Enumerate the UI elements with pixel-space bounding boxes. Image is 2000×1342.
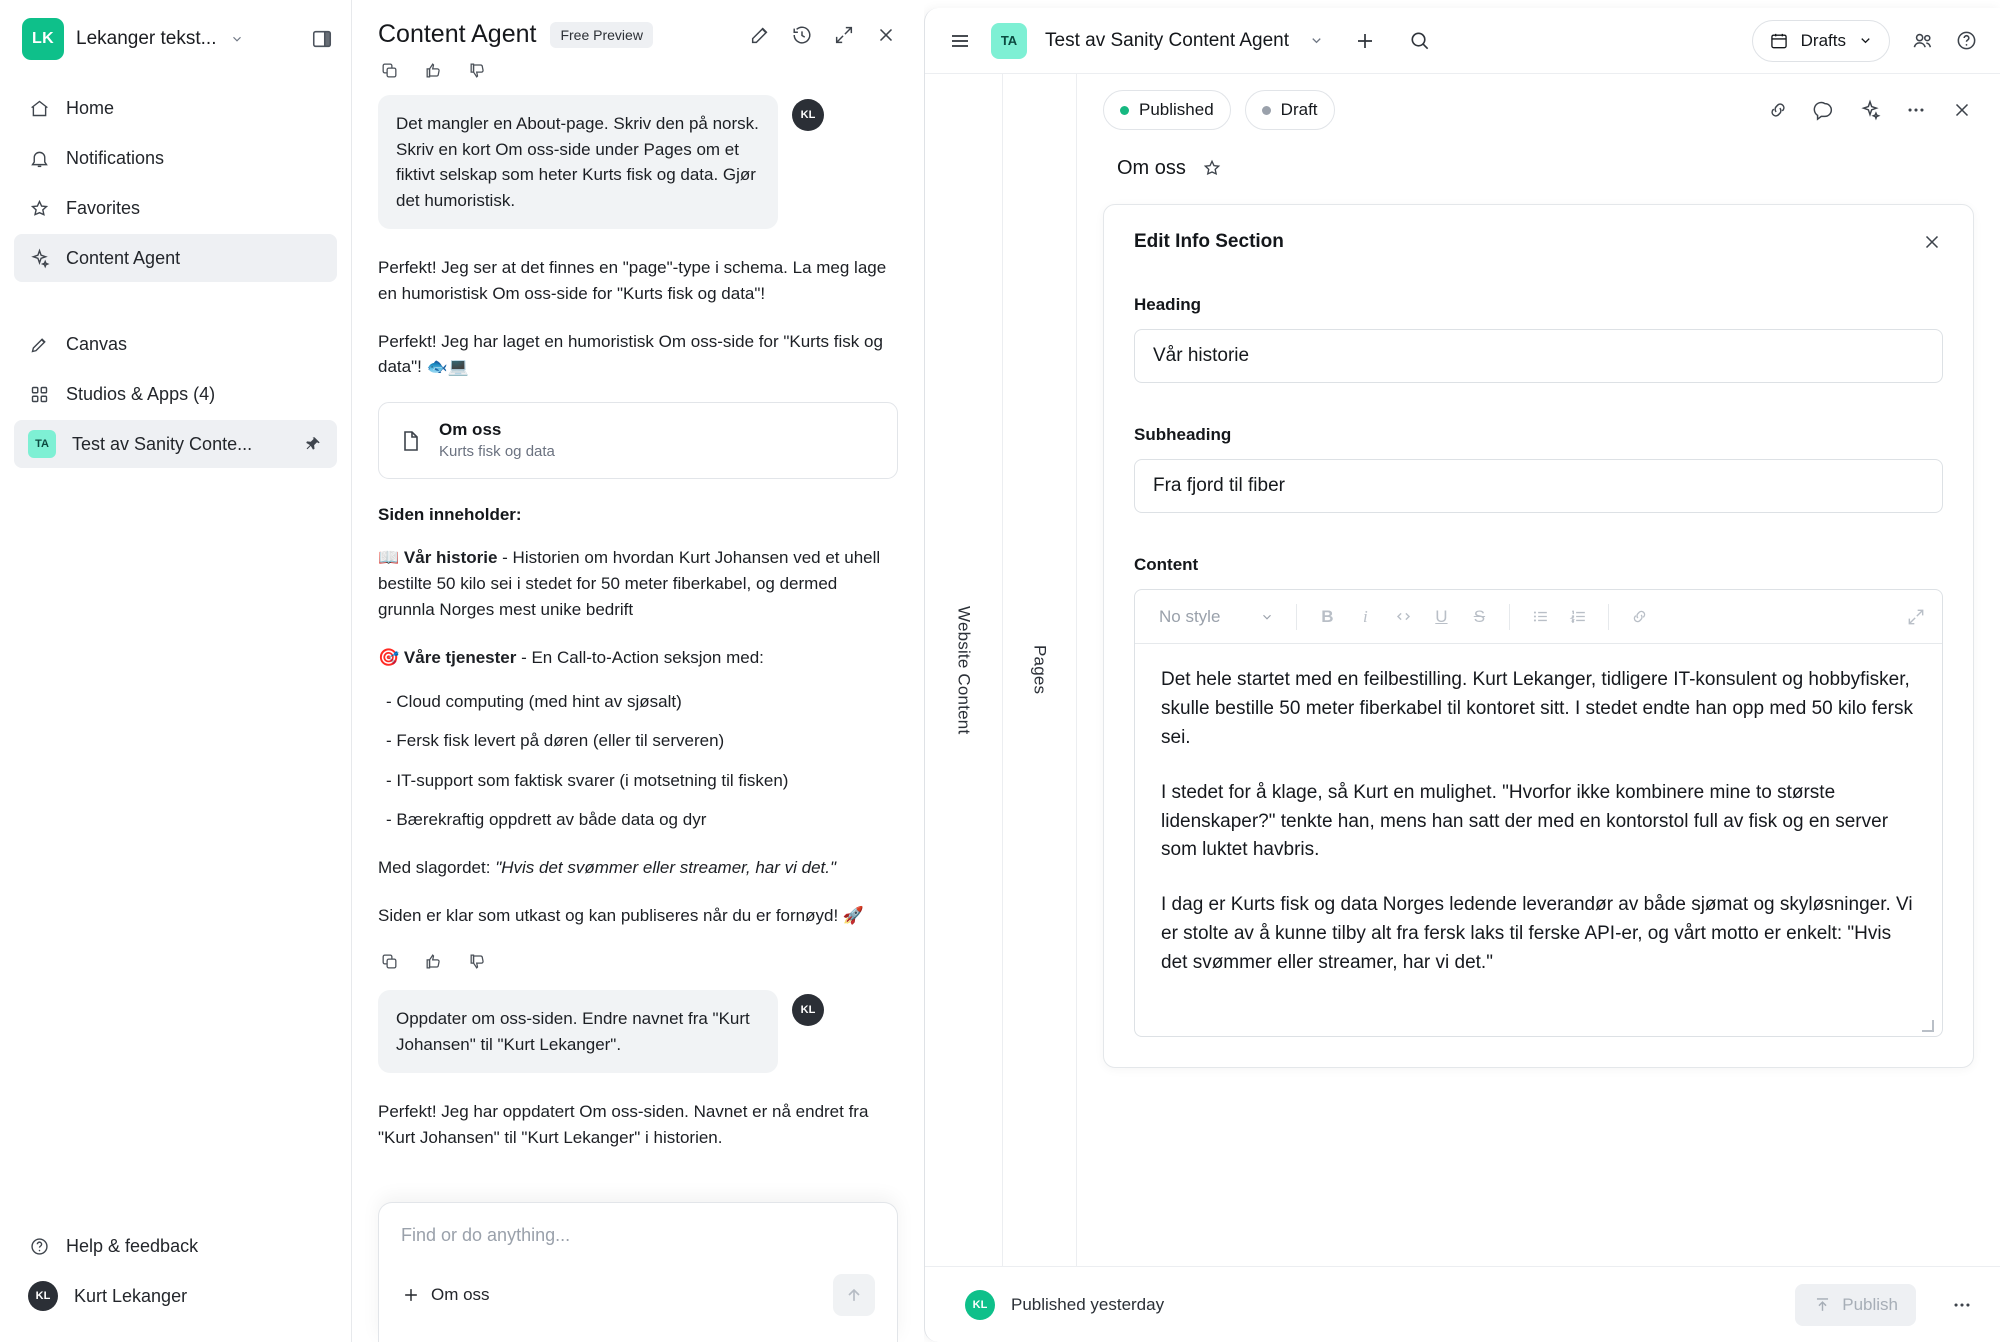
rail-label-website-content: Website Content [954, 605, 974, 735]
thumbs-up-icon[interactable] [422, 950, 444, 972]
heading-input[interactable] [1134, 329, 1943, 383]
rich-text-editor [1134, 589, 1943, 1037]
link-icon[interactable] [1766, 98, 1790, 122]
hamburger-icon[interactable] [947, 28, 973, 54]
sidebar-item-content-agent[interactable] [14, 234, 337, 282]
status-dot-published [1120, 106, 1129, 115]
copy-icon[interactable] [378, 63, 400, 81]
agent-header-actions [748, 23, 898, 47]
more-icon[interactable] [1950, 1293, 1974, 1317]
editor-paragraph: I dag er Kurts fisk og data Norges ledende leverandør av både sjømat og skyløsninger. Vi er stolte av å kunne tilby alt fra fersk laks til ferske API-er, og vårt motto er enkelt: "Hvis det svømmer eller streamer, har vi det." [1161, 894, 1913, 973]
bullet-rest: - Historien om hvordan Kurt Johansen ved et uhell bestilte 50 kilo sei i stedet for 50 meter fiberkabel, og dermed grunnla Norges mest unike bedrift [378, 548, 881, 620]
bell-icon [28, 147, 50, 169]
avatar: KL [792, 99, 824, 131]
bullet-list-icon[interactable] [1522, 599, 1558, 635]
emoji-book: 📖 [378, 548, 400, 568]
rail-label-pages: Pages [1030, 645, 1050, 695]
editor-toolbar [1135, 590, 1942, 644]
studio-window [924, 8, 2000, 1342]
left-sidebar [0, 0, 352, 1342]
content-agent-panel [352, 0, 924, 1342]
editor-paragraph: I stedet for å klage, så Kurt en mulighet. "Hvorfor ikke kombinere mine to største lidenskaper?" tenkte han, mens han satt der med en kontorstol full av fisk og en server som luktet havbris. [1161, 781, 1889, 861]
list-item: - IT-support som faktisk svarer (i motsetning til fisken) [386, 770, 789, 790]
style-select[interactable] [1147, 599, 1284, 635]
list-item: - Cloud computing (med hint av sjøsalt) [386, 691, 682, 711]
project-badge: TA [28, 430, 56, 458]
status-dot-draft [1262, 106, 1271, 115]
document-title-row [1077, 142, 2000, 186]
close-icon[interactable] [1921, 231, 1943, 253]
workspace-name: Lekanger tekst... [76, 28, 217, 49]
sidebar-footer [0, 1212, 351, 1342]
sidebar-item-label: Content Agent [66, 247, 181, 268]
card-subtitle: Kurts fisk og data [439, 443, 555, 461]
nav-divider [14, 284, 337, 318]
publish-label: Publish [1842, 1294, 1898, 1314]
field-label-heading: Heading [1134, 295, 1202, 314]
toolbar-divider [1296, 604, 1297, 630]
dialog-header [1134, 231, 1943, 253]
status-label: Draft [1280, 100, 1318, 119]
underline-icon[interactable]: U [1435, 606, 1448, 626]
calendar-icon [1769, 31, 1789, 51]
closing-message: Siden er klar som utkast og kan publiseres når du er fornøyd! 🚀 [378, 905, 865, 925]
page-title: Content Agent [378, 20, 537, 48]
publish-button[interactable] [1795, 1284, 1916, 1326]
sidebar-item-label: Home [66, 97, 115, 118]
plus-icon [401, 1285, 421, 1305]
user-message [378, 95, 898, 229]
grid-icon [28, 383, 50, 405]
copy-icon[interactable] [378, 950, 400, 972]
agent-thread[interactable] [352, 63, 924, 1342]
chevron-down-icon[interactable] [228, 30, 246, 48]
italic-icon[interactable]: i [1363, 606, 1368, 626]
avatar: KL [792, 994, 824, 1026]
status-badge-draft[interactable] [1245, 90, 1335, 130]
sidebar-item-home[interactable] [14, 84, 337, 132]
toolbar-divider [1509, 604, 1510, 630]
home-icon [28, 97, 50, 119]
website-content-rail[interactable] [925, 74, 1003, 1266]
thumbs-up-icon[interactable] [422, 63, 444, 81]
pen-icon [28, 333, 50, 355]
link-icon[interactable] [1621, 599, 1657, 635]
document-reference-card[interactable] [378, 402, 898, 479]
bullet-history [378, 545, 898, 622]
editor-content[interactable] [1135, 644, 1942, 1014]
sparkle-icon [28, 247, 50, 269]
studio-body [925, 74, 2000, 1266]
sidebar-item-label: Notifications [66, 147, 165, 168]
drafts-selector[interactable] [1752, 20, 1890, 62]
assistant-message: Perfekt! Jeg har oppdatert Om oss-siden. Navnet er nå endret fra "Kurt Johansen" til "Kurt Lekanger" i historien. [378, 1102, 869, 1148]
editor-paragraph: Det hele startet med en feilbestilling. Kurt Lekanger, tidligere IT-konsulent og hobbyfisker, skulle bestille 50 meter fiberkabel til kontoret sitt. I stedet endte han opp med 50 kilo fersk sei. [1161, 669, 1913, 748]
status-label: Published [1139, 100, 1214, 119]
chevron-down-icon[interactable] [1307, 32, 1325, 50]
close-icon[interactable] [1950, 98, 1974, 122]
publish-icon [1813, 1295, 1832, 1314]
style-select-value: No style [1159, 606, 1221, 626]
bullet-rest: - En Call-to-Action seksjon med: [516, 647, 764, 667]
studio-topbar-right [1752, 20, 1978, 62]
edit-icon[interactable] [748, 23, 772, 47]
document-icon [397, 428, 423, 454]
assistant-message: Perfekt! Jeg har laget en humoristisk Om oss-side for "Kurts fisk og data"! 🐟💻 [378, 331, 883, 377]
card-title: Om oss [439, 420, 502, 440]
document-toolbar-actions [1766, 98, 1974, 122]
bold-icon[interactable]: B [1321, 606, 1334, 626]
field-label-content: Content [1134, 555, 1199, 574]
avatar: KL [965, 1290, 995, 1320]
dialog-title: Edit Info Section [1134, 231, 1284, 252]
expand-icon[interactable] [832, 23, 856, 47]
agent-header [352, 0, 924, 63]
slogan-text: "Hvis det svømmer eller streamer, har vi det." [495, 857, 837, 877]
document-title: Om oss [1117, 156, 1186, 179]
studio-topbar [925, 8, 2000, 74]
numbered-list-icon[interactable] [1560, 599, 1596, 635]
help-circle-icon[interactable] [1954, 29, 1978, 53]
dialog-wrapper [1077, 186, 2000, 1266]
comment-icon[interactable] [1812, 98, 1836, 122]
help-circle-icon [28, 1235, 50, 1257]
sidebar-item-notifications[interactable] [14, 134, 337, 182]
sidebar-item-studios-apps[interactable] [14, 370, 337, 418]
field-label-subheading: Subheading [1134, 425, 1232, 444]
code-icon[interactable] [1385, 599, 1421, 635]
status-badge-published[interactable] [1103, 90, 1231, 130]
publish-status: Published yesterday [1011, 1294, 1165, 1314]
slogan-line [378, 855, 898, 881]
sidebar-item-project[interactable] [14, 420, 337, 468]
user-name: Kurt Lekanger [74, 1285, 188, 1306]
list-item: - Bærekraftig oppdrett av både data og dyr [386, 810, 707, 830]
sidebar-item-label: Favorites [66, 197, 141, 218]
message-text: Det mangler en About-page. Skriv den på norsk. Skriv en kort Om oss-side under Pages om et fiktivt selskap som heter Kurts fisk og data. Gjør det humoristisk. [378, 95, 778, 229]
sidebar-item-favorites[interactable] [14, 184, 337, 232]
chevron-down-icon [1260, 610, 1274, 624]
history-icon[interactable] [790, 23, 814, 47]
workspace-switcher[interactable] [0, 0, 351, 74]
toolbar-divider [1608, 604, 1609, 630]
chevron-down-icon [1858, 33, 1873, 48]
search-icon[interactable] [1407, 29, 1431, 53]
document-toolbar [1077, 74, 2000, 142]
document-pane [1077, 74, 2000, 1266]
bullet-bold: Våre tjenester [403, 647, 517, 667]
pages-rail[interactable] [1003, 74, 1077, 1266]
pin-icon[interactable] [303, 434, 323, 454]
sidebar-item-help[interactable] [14, 1222, 337, 1270]
sidebar-nav [0, 74, 351, 468]
composer-context-chip[interactable] [401, 1285, 490, 1305]
thumbs-down-icon[interactable] [466, 63, 488, 81]
status-badge: Free Preview [550, 22, 652, 48]
assistant-message: Perfekt! Jeg ser at det finnes en "page"-type i schema. La meg lage en humoristisk Om oss-side for "Kurts fisk og data"! [378, 258, 887, 303]
strikethrough-icon[interactable]: S [1473, 606, 1486, 626]
composer-row [401, 1274, 875, 1316]
studio-title: Test av Sanity Content Agent [1045, 29, 1289, 51]
agent-composer[interactable] [378, 1202, 898, 1342]
close-icon[interactable] [874, 23, 898, 47]
emoji-target: 🎯 [378, 647, 400, 667]
list-item: - Fersk fisk levert på døren (eller til serveren) [386, 731, 725, 751]
sidebar-item-user[interactable] [14, 1272, 337, 1320]
studio-footer [925, 1266, 2000, 1342]
drafts-label: Drafts [1800, 30, 1846, 50]
sidebar-item-label: Canvas [66, 333, 128, 354]
editor-toolbar-right [1898, 599, 1934, 635]
plus-icon[interactable] [1353, 29, 1377, 53]
toggle-panel-icon[interactable] [309, 26, 335, 52]
sidebar-item-canvas[interactable] [14, 320, 337, 368]
message-reactions-top [378, 63, 898, 81]
bullet-bold: Vår historie [403, 548, 498, 568]
users-icon[interactable] [1910, 29, 1934, 53]
bullet-services [378, 645, 898, 671]
message-text: Oppdater om oss-siden. Endre navnet fra "Kurt Johansen" til "Kurt Lekanger". [378, 990, 778, 1073]
sidebar-item-label: Help & feedback [66, 1235, 199, 1256]
thumbs-down-icon[interactable] [466, 950, 488, 972]
sparkle-icon[interactable] [1858, 98, 1882, 122]
project-badge: TA [991, 23, 1027, 59]
message-reactions [378, 950, 898, 972]
sidebar-item-label: Studios & Apps (4) [66, 383, 216, 404]
more-icon[interactable] [1904, 98, 1928, 122]
chip-label: Om oss [431, 1285, 490, 1304]
workspace-avatar: LK [22, 18, 64, 60]
subheading-input[interactable] [1134, 459, 1943, 513]
edit-info-section-dialog [1103, 204, 1974, 1068]
avatar: KL [28, 1281, 58, 1311]
user-message [378, 990, 898, 1073]
sidebar-item-label: Test av Sanity Conte... [72, 433, 253, 454]
star-icon[interactable] [1200, 156, 1224, 180]
composer-placeholder: Find or do anything... [401, 1225, 571, 1245]
slogan-prefix: Med slagordet: [378, 857, 496, 877]
send-button[interactable] [833, 1274, 875, 1316]
expand-icon[interactable] [1898, 599, 1934, 635]
editor-resize-handle[interactable] [1135, 1014, 1942, 1036]
star-icon [28, 197, 50, 219]
section-heading: Siden inneholder: [378, 505, 522, 525]
